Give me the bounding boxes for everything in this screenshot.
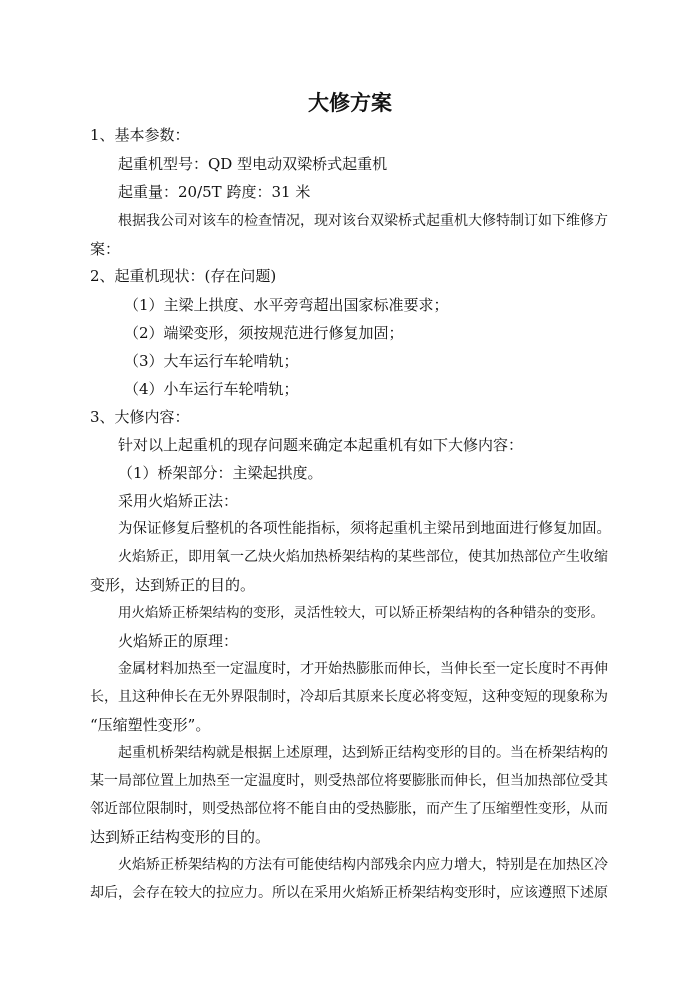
- paragraph-line: 起重机桥架结构就是根据上述原理，达到矫正结构变形的目的。当在桥架结构的: [118, 745, 608, 761]
- document-title: 大修方案: [308, 91, 392, 115]
- paragraph-line: 针对以上起重机的现存问题来确定本起重机有如下大修内容：: [118, 436, 524, 454]
- paragraph-line: 金属材料加热至一定温度时，才开始热膨胀而伸长，当伸长至一定长度时不再伸: [118, 661, 608, 677]
- paragraph-line: 案：: [90, 240, 121, 258]
- list-item: （1）桥架部分：主梁起拱度。: [118, 464, 323, 482]
- list-item: （1）主梁上拱度、水平旁弯超出国家标准要求；: [124, 296, 449, 314]
- section-heading-basic-params: 1、基本参数：: [90, 126, 190, 144]
- paragraph-line: 用火焰矫正桥架结构的变形，灵活性较大，可以矫正桥架结构的各种错杂的变形。: [118, 605, 604, 621]
- section-heading-overhaul-content: 3、大修内容：: [90, 408, 190, 426]
- crane-model-line: 起重机型号：QD 型电动双梁桥式起重机: [118, 155, 388, 173]
- paragraph-line: 火焰矫正桥架结构的方法有可能使结构内部残余内应力增大，特别是在加热区冷: [118, 857, 608, 873]
- paragraph-line: 某一局部位置上加热至一定温度时，则受热部位将要膨胀而伸长，但当加热部位受其: [90, 773, 608, 789]
- paragraph-line: 火焰矫正，即用氧一乙炔火焰加热桥架结构的某些部位，使其加热部位产生收缩: [118, 549, 608, 565]
- paragraph-line: 邻近部位限制时，则受热部位将不能自由的受热膨胀，而产生了压缩塑性变形，从而: [90, 801, 608, 817]
- list-item: （3）大车运行车轮啃轨；: [124, 352, 299, 370]
- paragraph-line: 为保证修复后整机的各项性能指标，须将起重机主梁吊到地面进行修复加固。: [118, 521, 611, 537]
- subheading: 采用火焰矫正法：: [118, 492, 239, 510]
- list-item: （4）小车运行车轮啃轨；: [124, 380, 299, 398]
- paragraph-line: 长，且这种伸长在无外界限制时，冷却后其原来长度必将变短，这种变短的现象称为: [90, 689, 608, 705]
- list-item: （2）端梁变形，须按规范进行修复加固；: [124, 324, 404, 342]
- subheading: 火焰矫正的原理：: [118, 632, 239, 650]
- section-heading-current-state: 2、起重机现状：(存在问题): [90, 267, 277, 285]
- paragraph-line: 却后，会存在较大的拉应力。所以在采用火焰矫正桥架结构变形时，应该遵照下述原: [90, 885, 608, 901]
- paragraph-line: “压缩塑性变形”。: [90, 716, 211, 734]
- paragraph-line: 根据我公司对该车的检查情况，现对该台双梁桥式起重机大修特制订如下维修方: [118, 213, 608, 229]
- lifting-capacity-span-line: 起重量：20/5T 跨度：31 米: [118, 183, 311, 201]
- paragraph-line: 达到矫正结构变形的目的。: [90, 828, 271, 846]
- paragraph-line: 变形，达到矫正的目的。: [90, 576, 256, 594]
